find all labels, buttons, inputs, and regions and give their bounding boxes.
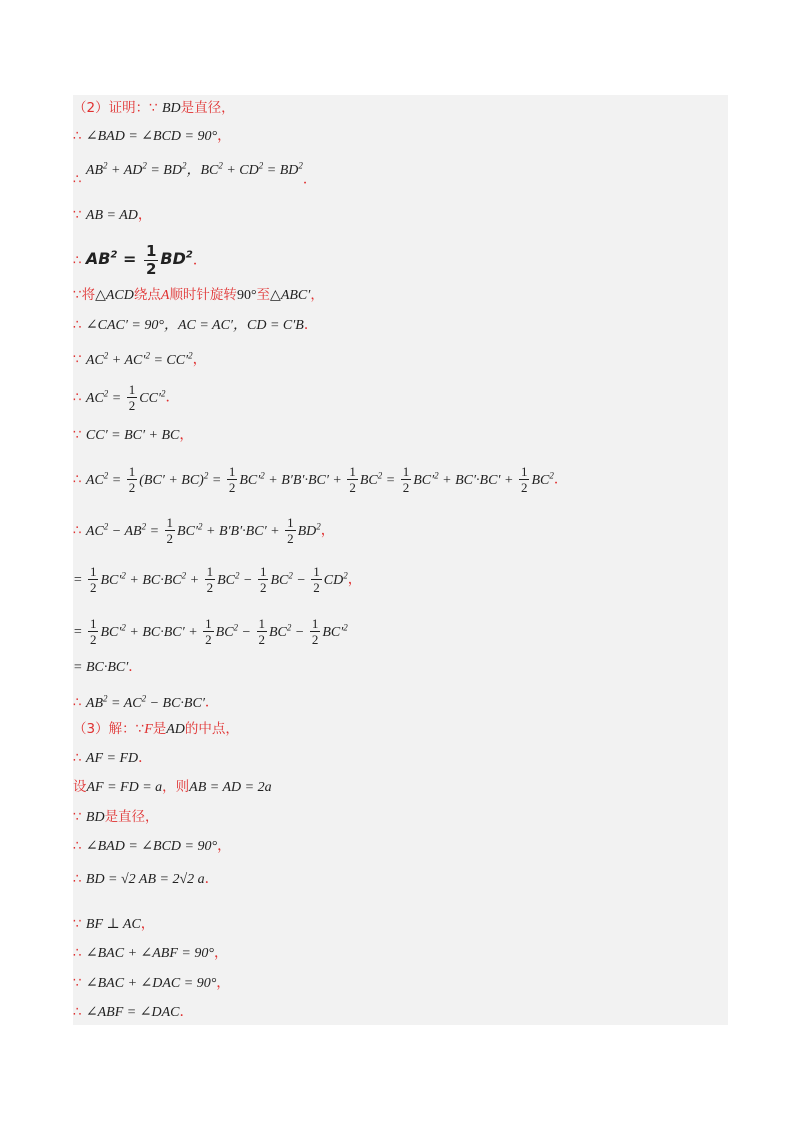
solution-line-20: ∵ BD是直径，: [73, 809, 159, 825]
proof-line-3: ∴ $AB^2 + AD^2 = BD^2$，$BC^2 + CD^2 = BD^2$．: [73, 160, 317, 188]
proof-line-10: ∵ CC′ = BC′ + BC，: [73, 427, 194, 443]
solution-line-21: ∴ ∠BAD = ∠BCD = 90°，: [73, 838, 232, 854]
proof-line-1: （2）证明：∵ BD是直径，: [73, 100, 235, 116]
proof-line-8: ∵ $AC^2 + AC'^2 = CC'^2$，: [73, 350, 207, 368]
solution-page: [73, 95, 728, 1025]
solution-line-18: ∴ AF = FD．: [73, 750, 153, 766]
solution-line-22: ∴ BD = √2 AB = 2√2 a．: [73, 871, 219, 887]
proof-line-16: ∴ $AB^2 = AC^2 - BC\cdot BC'$．: [73, 693, 219, 711]
solution-line-26: ∴ ∠ABF = ∠DAC．: [73, 1004, 194, 1020]
solution-line-19: 设AF = FD = a，则AB = AD = 2a: [73, 779, 272, 795]
proof-line-7: ∴ ∠CAC′ = 90°，AC = AC′，CD = C′B．: [73, 317, 318, 333]
solution-line-17: （3）解：∵F是AD的中点，: [73, 721, 239, 737]
solution-line-24: ∴ ∠BAC + ∠ABF = 90°，: [73, 945, 228, 961]
proof-line-11: ∴ $AC^2$ = $\frac{1}{2}$ (BC′ + BC)$^2$ = $\frac{1}{2}$ $BC'^2 + B'B'\cdot BC'$ + $\frac{1}{2}$ $BC^2$ = $\frac{1}{2}$ $BC'^2 + BC'\cdot BC'$ + $\frac{1}{2}$ $BC^2$．: [73, 464, 568, 496]
proof-line-13: = $\frac{1}{2}$ $BC'^2 + BC\cdot BC^2$ + $\frac{1}{2}$ $BC^2$ − $\frac{1}{2}$ $BC^2$ − $\frac{1}{2}$ $CD^2$，: [73, 564, 362, 596]
proof-line-12: ∴ $AC^2 - AB^2$ = $\frac{1}{2}$ $BC'^2 + B'B'\cdot BC'$ + $\frac{1}{2}$ $BD^2$，: [73, 515, 335, 547]
solution-line-23: ∵ BF ⊥ AC，: [73, 916, 155, 932]
proof-line-2: ∴ ∠BAD = ∠BCD = 90°，: [73, 128, 232, 144]
proof-line-14: = $\frac{1}{2}$ $BC'^2 + BC\cdot BC'$ + $\frac{1}{2}$ $BC^2$ − $\frac{1}{2}$ $BC^2$ − $\frac{1}{2}$ $BC'^2$: [73, 616, 348, 648]
proof-line-5: ∴ $AB^2$ = $\frac{1}{2}$ $BD^2$．: [73, 241, 207, 278]
proof-line-6: ∵将△ACD绕点A顺时针旋转90°至△ABC′，: [73, 287, 324, 303]
solution-line-25: ∵ ∠BAC + ∠DAC = 90°，: [73, 975, 231, 991]
proof-line-4: ∵ AB = AD，: [73, 207, 152, 223]
proof-line-9: ∴ $AC^2$ = $\frac{1}{2}$ $CC'^2$．: [73, 382, 180, 414]
proof-line-15: = BC·BC′．: [73, 660, 143, 675]
